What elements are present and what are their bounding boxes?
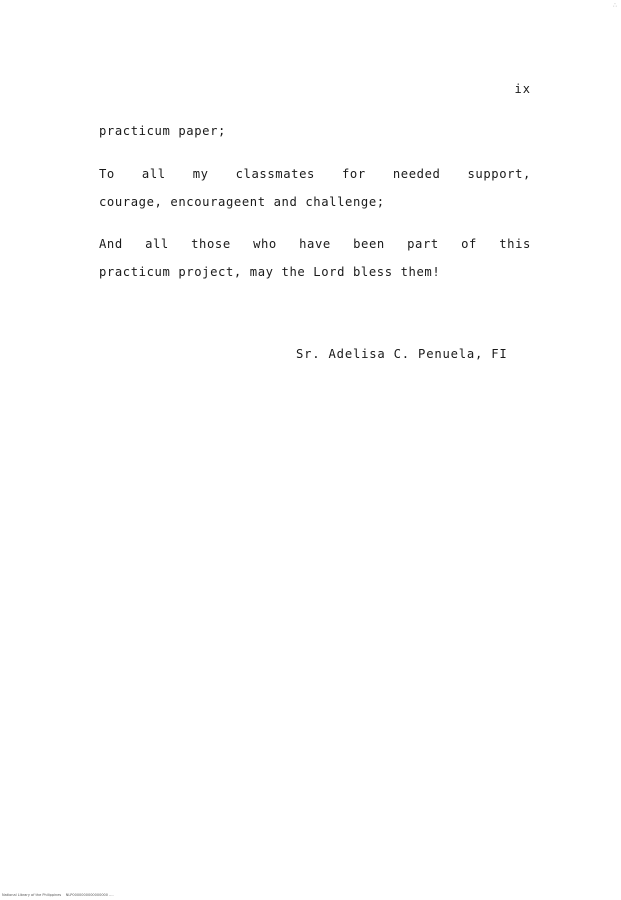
text-line-all-those — [99, 237, 531, 251]
scan-mark: ∴ — [613, 2, 617, 9]
text-line-classmates — [99, 167, 531, 181]
word: classmates — [235, 167, 315, 181]
word: been — [353, 237, 385, 251]
text-line-courage: courage, encourageent and challenge; — [99, 195, 385, 209]
word: To — [99, 167, 115, 181]
word: And — [99, 237, 123, 251]
word: for — [342, 167, 366, 181]
library-footer: National Library of the Philippines NLP0000000000000000 .... — [2, 893, 114, 897]
word: have — [299, 237, 331, 251]
word: of — [461, 237, 477, 251]
word: those — [191, 237, 231, 251]
word: support, — [467, 167, 531, 181]
word: part — [407, 237, 439, 251]
page-number: ix — [514, 82, 531, 96]
word: my — [192, 167, 209, 181]
word: needed — [392, 167, 441, 181]
text-line-blessing: practicum project, may the Lord bless them! — [99, 265, 441, 279]
signature: Sr. Adelisa C. Penuela, FI — [296, 347, 508, 361]
word: who — [253, 237, 277, 251]
word: this — [499, 237, 531, 251]
text-line-practicum-paper: practicum paper; — [99, 124, 226, 138]
word: all — [141, 167, 166, 181]
word: all — [145, 237, 169, 251]
